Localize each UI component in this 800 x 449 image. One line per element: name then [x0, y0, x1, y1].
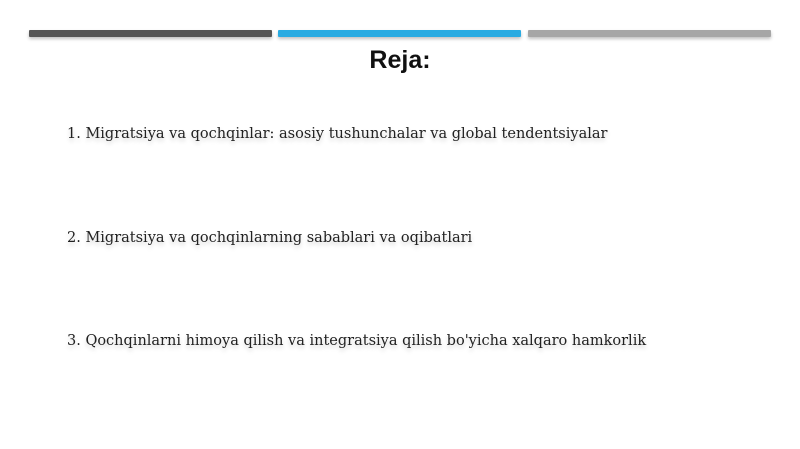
accent-bar-dark [29, 30, 272, 37]
plan-item-1: 1. Migratsiya va qochqinlar: asosiy tushunchalar va global tendentsiyalar [67, 126, 608, 142]
accent-bar-gray [528, 30, 771, 37]
slide-title: Reja: [369, 46, 431, 74]
plan-item-3: 3. Qochqinlarni himoya qilish va integratsiya qilish bo'yicha xalqaro hamkorlik [67, 333, 647, 349]
plan-item-2: 2. Migratsiya va qochqinlarning sabablari va oqibatlari [67, 230, 473, 246]
accent-bar-blue [278, 30, 521, 37]
